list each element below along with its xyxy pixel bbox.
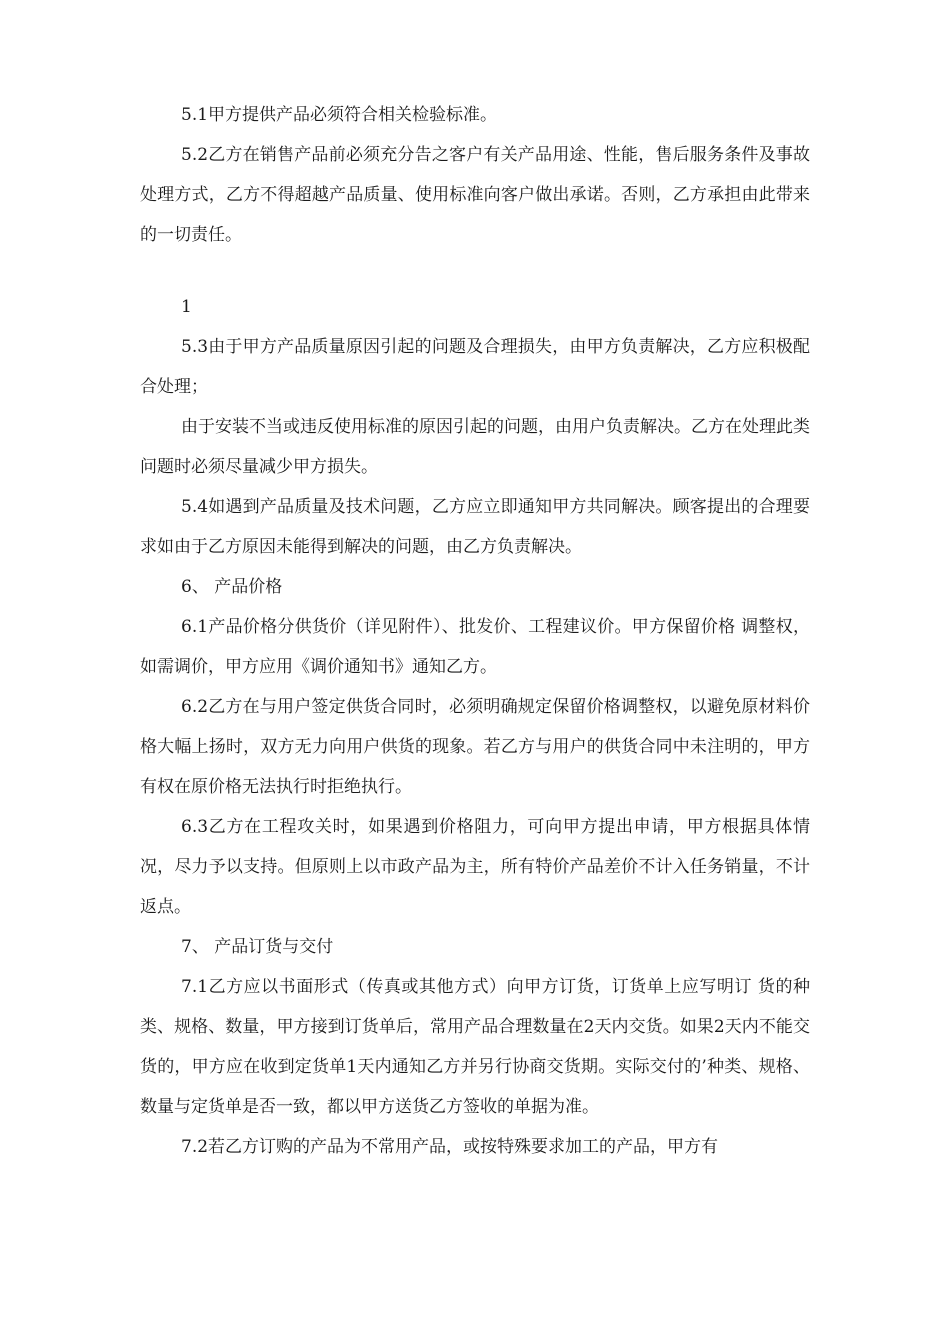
clause-7-2: 7.2若乙方订购的产品为不常用产品，或按特殊要求加工的产品，甲方有 (181, 1137, 719, 1157)
clause-5-1: 5.1甲方提供产品必须符合相关检验标准。 (181, 105, 498, 125)
page-number: 1 (181, 297, 192, 317)
paragraph-gap (140, 255, 810, 287)
clause-5-4: 5.4如遇到产品质量及技术问题，乙方应立即通知甲方共同解决。顾客提出的合理要求如由于乙方原因未能得到解决的问题，由乙方负责解决。 (140, 497, 810, 557)
clause-6-1: 6.1产品价格分供货价（详见附件）、批发价、工程建议价。甲方保留价格 调整权，如需调价，甲方应用《调价通知书》通知乙方。 (140, 617, 810, 677)
clause-5-2: 5.2乙方在销售产品前必须充分告之客户有关产品用途、性能，售后服务条件及事故处理方式，乙方不得超越产品质量、使用标准向客户做出承诺。否则，乙方承担由此带来的一切责任。 (140, 145, 810, 245)
section-6-heading: 6、 产品价格 (181, 577, 283, 597)
clause-6-3: 6.3乙方在工程攻关时，如果遇到价格阻力，可向甲方提出申请，甲方根据具体情况，尽力予以支持。但原则上以市政产品为主，所有特价产品差价不计入任务销量，不计返点。 (140, 817, 810, 917)
document-body (140, 95, 810, 1167)
clause-5-3: 5.3由于甲方产品质量原因引起的问题及合理损失，由甲方负责解决，乙方应积极配合处理； (140, 337, 810, 397)
clause-7-1: 7.1乙方应以书面形式（传真或其他方式）向甲方订货，订货单上应写明订 货的种类、规格、数量，甲方接到订货单后，常用产品合理数量在2天内交货。如果2天内不能交货的，甲方应在收到定货单1天内通知乙方并另行协商交货期。实际交付的’种类、规格、数量与定货单是否一致，都以甲方送货乙方签收的单据为准。 (140, 977, 810, 1117)
clause-6-2: 6.2乙方在与用户签定供货合同时，必须明确规定保留价格调整权，以避免原材料价格大幅上扬时，双方无力向用户供货的现象。若乙方与用户的供货合同中未注明的，甲方有权在原价格无法执行时拒绝执行。 (140, 697, 810, 797)
clause-5-3-continued: 由于安装不当或违反使用标准的原因引起的问题，由用户负责解决。乙方在处理此类问题时必须尽量减少甲方损失。 (140, 417, 810, 477)
section-7-heading: 7、 产品订货与交付 (181, 937, 334, 957)
